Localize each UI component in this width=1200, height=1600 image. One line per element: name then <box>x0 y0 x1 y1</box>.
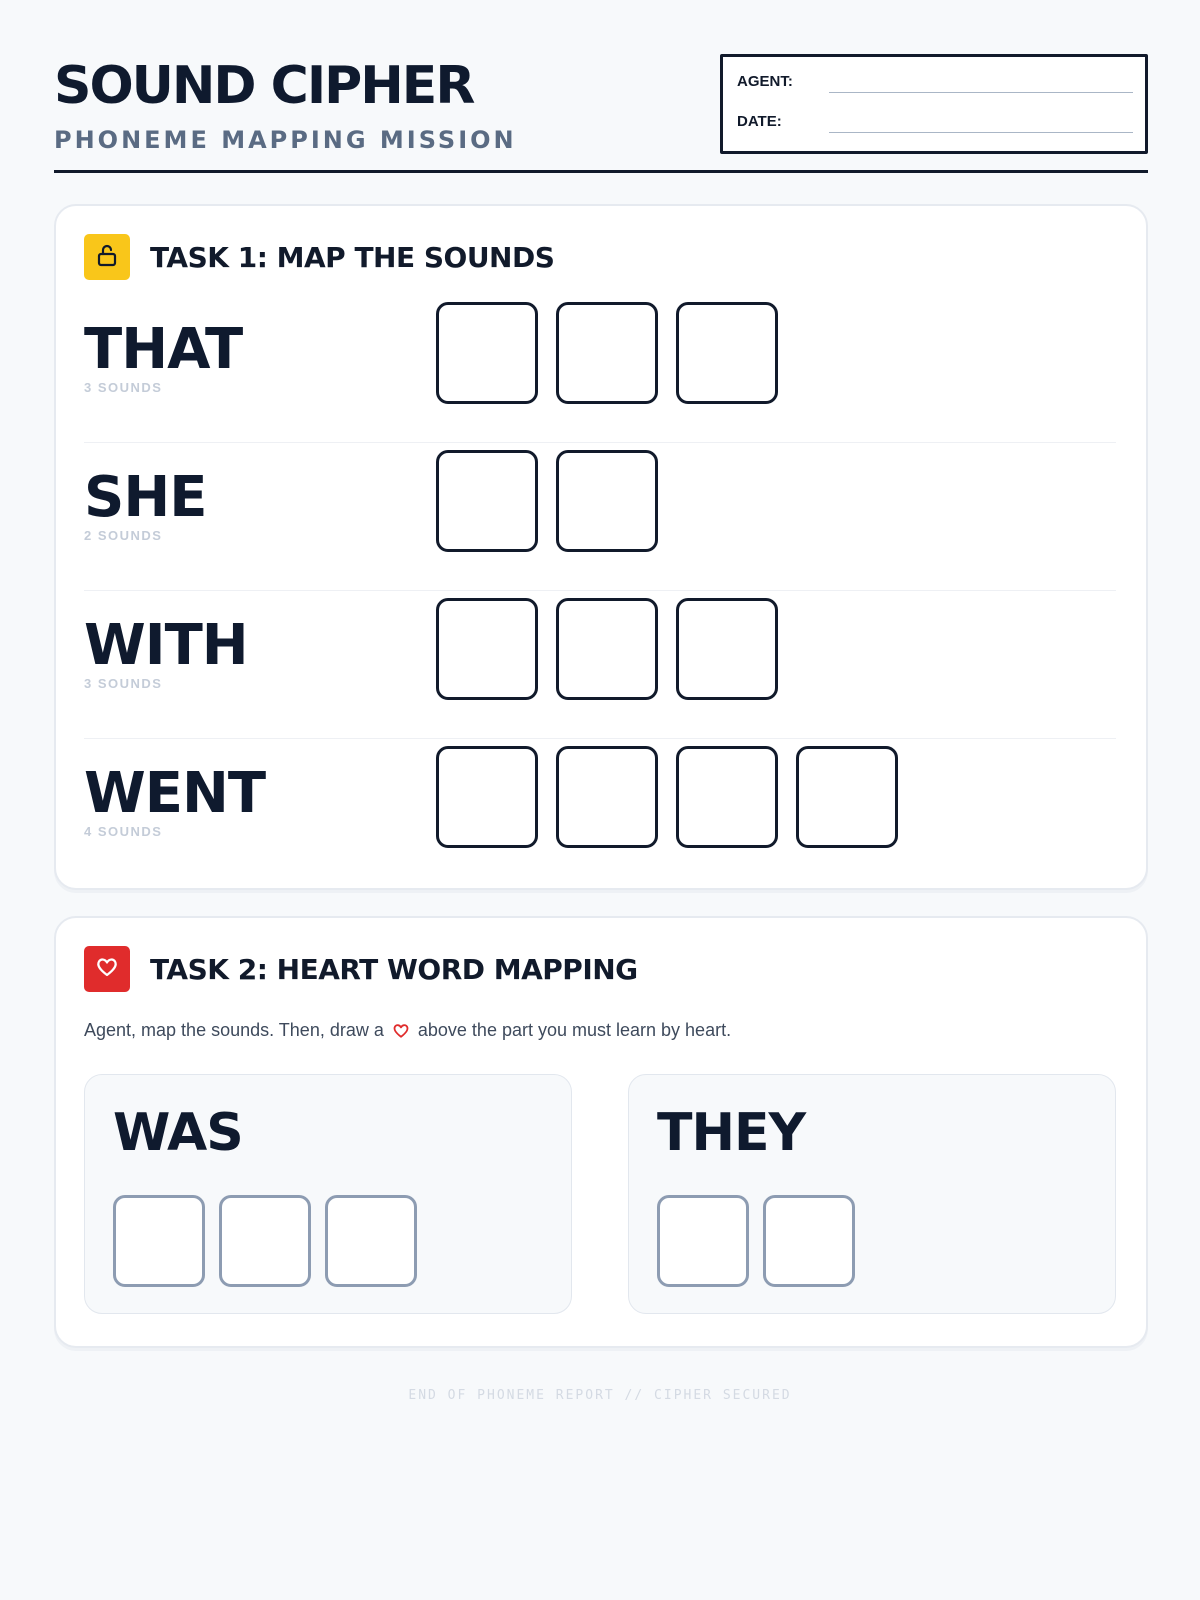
sound-box[interactable] <box>556 302 658 404</box>
page-title: SOUND CIPHER <box>54 56 474 116</box>
task1-title: TASK 1: MAP THE SOUNDS <box>150 241 555 274</box>
sound-box[interactable] <box>657 1195 749 1287</box>
target-word: THAT <box>84 317 243 382</box>
sound-count: 2 SOUNDS <box>84 528 163 543</box>
instruction-text-end: above the part you must learn by heart. <box>417 1020 732 1040</box>
sound-box[interactable] <box>436 598 538 700</box>
date-input-line[interactable] <box>829 132 1133 133</box>
task2-title: TASK 2: HEART WORD MAPPING <box>150 953 638 986</box>
task2-badge <box>84 946 130 992</box>
heart-word: THEY <box>657 1103 806 1163</box>
agent-field[interactable] <box>737 69 1133 97</box>
header-divider <box>54 170 1148 173</box>
page-subtitle: PHONEME MAPPING MISSION <box>54 126 517 154</box>
word-row <box>84 590 1116 739</box>
sound-box[interactable] <box>556 598 658 700</box>
sound-box[interactable] <box>325 1195 417 1287</box>
date-label: DATE: <box>737 113 782 130</box>
heart-word: WAS <box>113 1103 243 1163</box>
sound-box[interactable] <box>676 598 778 700</box>
lock-open-icon <box>94 242 120 273</box>
sound-box[interactable] <box>763 1195 855 1287</box>
sound-count: 3 SOUNDS <box>84 676 163 691</box>
sound-box[interactable] <box>436 302 538 404</box>
heart-icon <box>94 954 120 985</box>
heart-icon <box>391 1021 411 1045</box>
instruction-text-start: Agent, map the sounds. Then, draw a <box>84 1020 384 1040</box>
sound-box[interactable] <box>796 746 898 848</box>
header <box>54 50 1148 176</box>
word-row <box>84 738 1116 886</box>
sound-count: 4 SOUNDS <box>84 824 163 839</box>
sound-box[interactable] <box>556 746 658 848</box>
heart-word-panel <box>628 1074 1116 1314</box>
task1-card <box>54 204 1148 890</box>
task1-badge <box>84 234 130 280</box>
footer-text: END OF PHONEME REPORT // CIPHER SECURED <box>408 1388 792 1403</box>
agent-info-box <box>720 54 1148 154</box>
agent-label: AGENT: <box>737 73 793 90</box>
sound-box[interactable] <box>556 450 658 552</box>
target-word: SHE <box>84 465 207 530</box>
date-field[interactable] <box>737 109 1133 137</box>
task2-instruction <box>84 1018 731 1045</box>
task2-card <box>54 916 1148 1348</box>
sound-box[interactable] <box>113 1195 205 1287</box>
sound-count: 3 SOUNDS <box>84 380 163 395</box>
agent-input-line[interactable] <box>829 92 1133 93</box>
word-row <box>84 442 1116 591</box>
sound-box[interactable] <box>436 450 538 552</box>
target-word: WENT <box>84 761 266 826</box>
heart-word-panel <box>84 1074 572 1314</box>
sound-box[interactable] <box>676 746 778 848</box>
sound-box[interactable] <box>676 302 778 404</box>
target-word: WITH <box>84 613 248 678</box>
sound-box[interactable] <box>219 1195 311 1287</box>
sound-box[interactable] <box>436 746 538 848</box>
word-row <box>84 294 1116 443</box>
